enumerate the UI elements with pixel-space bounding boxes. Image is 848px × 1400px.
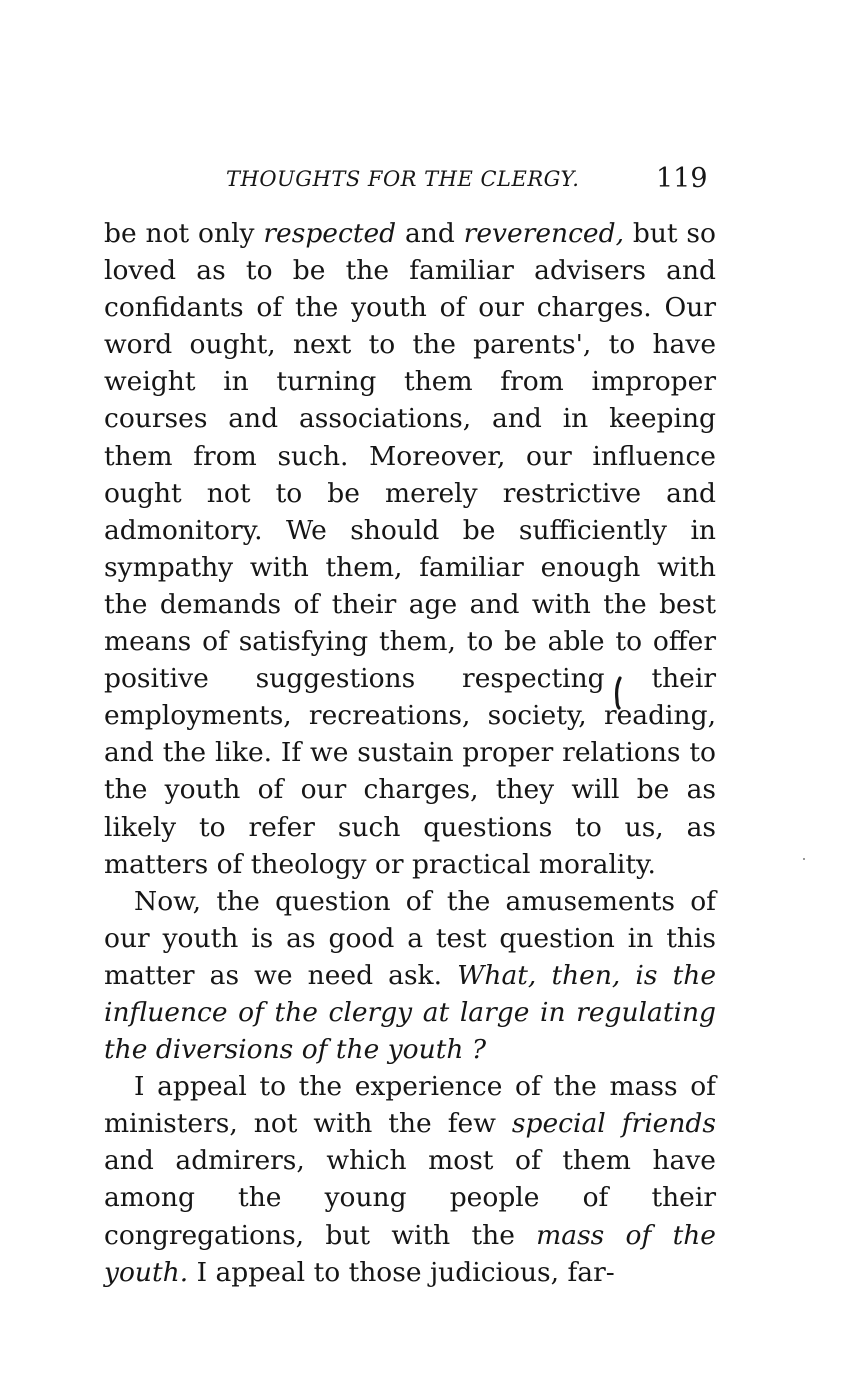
paragraph-3 <box>104 1068 716 1291</box>
paragraph-3-segment: I appeal to those judicious, far- <box>188 1256 615 1288</box>
paragraph-1-segment: but so loved as to be the familiar advisers and confidants of the youth of our charges. Our word ought, next to the parents', to have weight in turning them from improper courses and associations, and in keeping them from such. Moreover, our influence ought not to be merely restrictive and admonitory. We should be sufficiently in sympathy with them, familiar enough with the demands of their age and with the best means of satisfying them, to be able to offer positive suggestions respecting their employments, recreations, society, reading, and the like. If we sustain proper relations to the youth of our charges, they will be as likely to refer such questions to us, as matters of theology or practical morality. <box>104 218 716 880</box>
paragraph-2 <box>104 883 716 1068</box>
paragraph-1-segment: be not only <box>104 218 264 249</box>
paper-speck <box>803 858 805 860</box>
ink-mark <box>611 676 625 710</box>
paragraph-1-emphasis: reverenced, <box>463 218 625 249</box>
running-header <box>0 163 848 197</box>
paragraph-3-emphasis: mass of the youth. <box>104 1219 716 1288</box>
paragraph-1-segment: and <box>396 218 464 249</box>
page-number: 119 <box>656 163 708 194</box>
paragraph-2-emphasis: What, then, is the influence of the clergy at large in regulating the diversions of the youth ? <box>104 959 717 1066</box>
body-text <box>104 215 716 1291</box>
paragraph-3-segment: and admirers, which most of them have among the young people of their congregations, but with the <box>104 1145 716 1251</box>
paragraph-3-segment: I appeal to the experience of the mass of ministers, not with the few <box>104 1071 716 1140</box>
paragraph-1-emphasis: respected <box>263 218 397 249</box>
running-title: THOUGHTS FOR THE CLERGY. <box>226 167 580 191</box>
paragraph-3-emphasis: special friends <box>511 1108 716 1140</box>
paragraph-1 <box>104 215 716 883</box>
paragraph-2-segment: Now, the question of the amusements of our youth is as good a test question in this matter as we need ask. <box>104 885 716 991</box>
